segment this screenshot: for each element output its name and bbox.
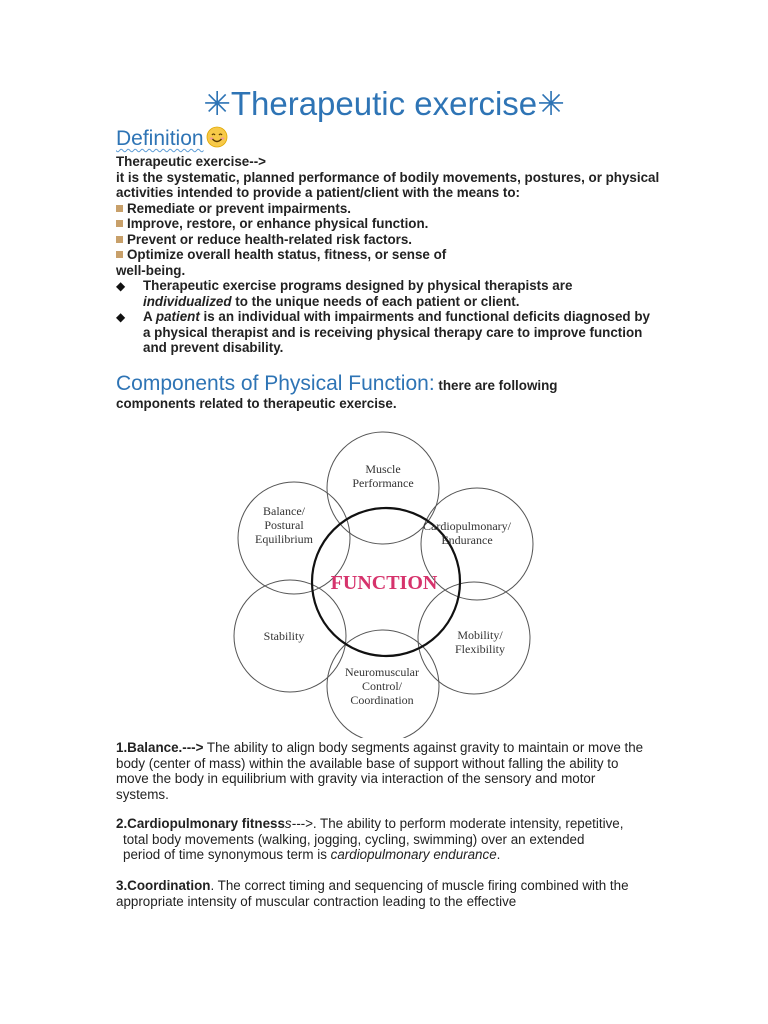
- label-cardio-2: Endurance: [441, 533, 493, 547]
- item-coordination: [116, 878, 646, 909]
- bullet-text: Improve, restore, or enhance physical function.: [127, 216, 429, 231]
- function-label: FUNCTION: [330, 572, 438, 594]
- wellbeing-line: well-being.: [116, 262, 186, 278]
- label-stability: Stability: [263, 629, 305, 643]
- diamond-point-2: [116, 309, 661, 356]
- label-cardio-1: Cardiopulmonary/: [423, 519, 511, 533]
- function-diagram-svg: [224, 428, 546, 738]
- point-text: Therapeutic exercise programs designed by physical therapists are: [143, 278, 573, 293]
- smiley-emoji-icon: [206, 126, 228, 148]
- label-neuro-2: Control/: [361, 679, 403, 693]
- item-text: .: [496, 847, 501, 862]
- item-text-line: [116, 847, 646, 863]
- item-cardiopulmonary: [116, 816, 646, 863]
- function-diagram: [224, 428, 546, 738]
- square-bullet-icon: [116, 205, 123, 212]
- square-bullet-icon: [116, 251, 123, 258]
- bullet-text: Prevent or reduce health-related risk factors.: [127, 231, 413, 247]
- diamond-bullet-icon: ◆: [116, 310, 126, 324]
- square-bullet-icon: [116, 220, 123, 227]
- diamond-point-1: [116, 278, 661, 309]
- point-emphasis: individualized: [143, 293, 232, 309]
- point-text: is an individual with impairments and functional deficits diagnosed by a physical therapist and is receiving physical therapy care to improve function and prevent disability.: [143, 309, 650, 355]
- definition-body: [116, 154, 661, 356]
- label-balance-2: Postural: [264, 518, 304, 532]
- components-heading-tail: there are following: [434, 378, 558, 393]
- bullet-item: [116, 232, 661, 248]
- item-emphasis: cardiopulmonary endurance: [330, 847, 497, 862]
- point-text: A: [143, 309, 156, 324]
- definition-heading-text: Definition: [116, 127, 204, 150]
- bullet-item: [116, 201, 661, 217]
- label-neuro-3: Coordination: [350, 693, 414, 707]
- item-text: total body movements (walking, jogging, cycling, swimming) over an extended: [123, 831, 585, 847]
- item-label: 1.Balance.--->: [116, 740, 204, 755]
- square-bullet-icon: [116, 236, 123, 243]
- point-text: to the unique needs of each patient or client.: [231, 293, 520, 309]
- item-label-italic: s--->: [284, 816, 313, 831]
- item-text: The ability to align body segments against gravity to maintain or move the body (center of mass) within the available base of support without falling the ability to move the body in equilibrium with gravity via interaction of the sensory and motor systems.: [116, 740, 644, 802]
- page-title: ✳Therapeutic exercise✳: [203, 85, 565, 122]
- components-heading-text: Components of Physical Function:: [116, 372, 435, 395]
- label-mobility-2: Flexibility: [454, 642, 506, 656]
- label-muscle-2: Performance: [352, 476, 414, 490]
- item-balance: [116, 740, 646, 802]
- components-subline: components related to therapeutic exercise.: [116, 396, 397, 411]
- components-heading: [116, 370, 676, 399]
- label-mobility-1: Mobility/: [457, 628, 503, 642]
- bullet-text: Optimize overall health status, fitness, or sense of: [127, 247, 447, 262]
- diamond-bullet-icon: ◆: [116, 279, 126, 293]
- item-text: period of time synonymous term is: [123, 847, 331, 862]
- definition-line-2: it is the systematic, planned performance of bodily movements, postures, or physical activities intended to provide a patient/client with the means to:: [116, 169, 660, 200]
- definition-line-1: Therapeutic exercise-->: [116, 154, 266, 169]
- label-muscle-1: Muscle: [365, 462, 401, 476]
- label-neuro-1: Neuromuscular: [345, 665, 419, 679]
- bullet-item: [116, 247, 661, 263]
- bullet-item: [116, 216, 661, 232]
- definition-heading: [116, 126, 228, 151]
- bullet-text: Remediate or prevent impairments.: [127, 200, 351, 216]
- label-balance-1: Balance/: [263, 504, 305, 518]
- item-label: 2.Cardiopulmonary fitness: [116, 816, 285, 831]
- item-text: . The correct timing and sequencing of muscle firing combined with the appropriate intensity of muscular contraction leading to the effective: [116, 878, 629, 909]
- point-emphasis: patient: [155, 309, 200, 324]
- label-balance-3: Equilibrium: [255, 532, 313, 546]
- item-label: 3.Coordination: [116, 878, 211, 893]
- item-text: . The ability to perform moderate intensity, repetitive,: [312, 816, 624, 831]
